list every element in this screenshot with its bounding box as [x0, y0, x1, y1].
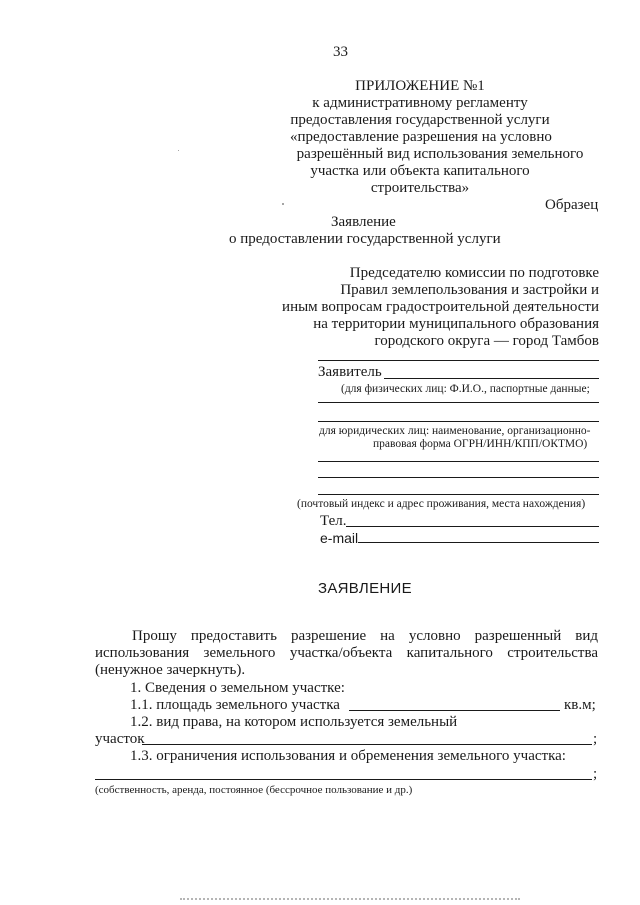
appendix-line: «предоставление разрешения на условно	[290, 129, 552, 145]
appendix-line: к административному регламенту	[312, 95, 528, 111]
statement-paragraph-line: использования земельного участка/объекта капитального строительства	[95, 645, 598, 661]
email-field[interactable]	[358, 542, 599, 543]
statement-paragraph-line: Прошу предоставить разрешение на условно разрешенный вид	[132, 628, 598, 644]
hint-address: (почтовый индекс и адрес проживания, места нахождения)	[297, 498, 586, 510]
item-1-heading: 1. Сведения о земельном участке:	[130, 680, 345, 696]
blank-line[interactable]	[318, 402, 599, 403]
addressee-line: иным вопросам градостроительной деятельности	[282, 299, 599, 315]
page-number: 33	[333, 44, 348, 60]
appendix-title: ПРИЛОЖЕНИЕ №1	[355, 78, 485, 94]
area-field[interactable]	[349, 710, 560, 711]
item-1-2-label: 1.2. вид права, на котором используется земельный	[130, 714, 458, 730]
sample-label: Образец	[545, 197, 599, 213]
email-label: e-mail	[320, 530, 359, 546]
applicant-label: Заявитель	[318, 364, 382, 380]
addressee-line: на территории муниципального образования	[313, 316, 599, 332]
phone-label: Тел.	[320, 513, 347, 529]
bottom-scan-artifact	[180, 898, 520, 900]
blank-line[interactable]	[318, 461, 599, 462]
statement-title: ЗАЯВЛЕНИЕ	[318, 580, 412, 597]
right-type-field[interactable]	[142, 744, 592, 745]
appendix-line: предоставления государственной услуги	[290, 112, 550, 128]
appendix-line: разрешённый вид использования земельного	[296, 146, 584, 162]
area-unit: кв.м;	[564, 697, 596, 713]
hint-legal-2: правовая форма ОГРН/ИНН/КПП/ОКТМО)	[373, 438, 588, 450]
scan-speck	[282, 203, 284, 205]
item-1-3-end: ;	[593, 766, 598, 782]
blank-line[interactable]	[318, 360, 599, 361]
addressee-line: Председателю комиссии по подготовке	[349, 265, 599, 281]
appendix-line: строительства»	[370, 180, 470, 196]
item-1-3-label: 1.3. ограничения использования и обременения земельного участка:	[130, 748, 566, 764]
item-1-1-label: 1.1. площадь земельного участка	[130, 697, 340, 713]
applicant-field[interactable]	[384, 378, 599, 379]
blank-line[interactable]	[318, 421, 599, 422]
hint-legal-1: для юридических лиц: наименование, организационно-	[319, 425, 591, 437]
scan-speck	[178, 150, 179, 151]
item-1-2-continuation: участок	[95, 731, 145, 747]
form-heading-title: Заявление	[331, 214, 396, 230]
blank-line[interactable]	[318, 494, 599, 495]
hint-individual: (для физических лиц: Ф.И.О., паспортные данные;	[341, 383, 590, 395]
statement-paragraph-line: (ненужное зачеркнуть).	[95, 662, 246, 678]
restrictions-field[interactable]	[95, 779, 592, 780]
item-1-2-end: ;	[593, 731, 598, 747]
blank-line[interactable]	[318, 477, 599, 478]
appendix-line: участка или объекта капитального	[310, 163, 530, 179]
addressee-line: Правил землепользования и застройки и	[340, 282, 599, 298]
rights-hint: (собственность, аренда, постоянное (бессрочное пользование и др.)	[95, 784, 413, 796]
phone-field[interactable]	[346, 526, 599, 527]
form-heading-subtitle: о предоставлении государственной услуги	[229, 231, 501, 247]
addressee-line: городского округа — город Тамбов	[374, 333, 599, 349]
